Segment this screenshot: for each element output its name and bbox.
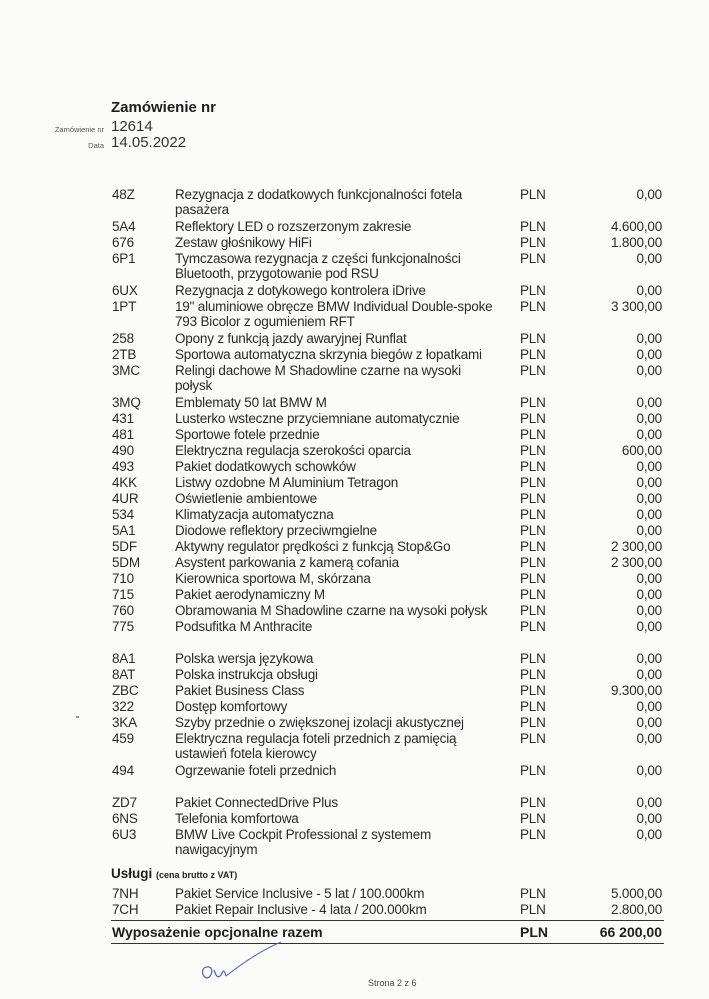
option-description — [175, 539, 495, 554]
order-date: 14.05.2022 — [111, 134, 187, 151]
option-description-line: Lusterko wsteczne przyciemniane automatycznie — [175, 411, 460, 426]
table-row — [0, 715, 709, 731]
table-row — [0, 475, 709, 491]
table-row — [0, 347, 709, 363]
table-row — [0, 459, 709, 475]
option-description — [175, 902, 495, 917]
option-code: 6UX — [112, 283, 138, 298]
table-row — [0, 331, 709, 347]
option-code: 3MQ — [112, 395, 141, 410]
option-description-line: Asystent parkowania z kamerą cofania — [175, 555, 399, 570]
option-currency: PLN — [520, 571, 546, 586]
option-price: 0,00 — [636, 571, 662, 586]
option-price: 0,00 — [636, 731, 662, 746]
option-description — [175, 795, 495, 810]
table-row — [0, 683, 709, 699]
option-description-line: nawigacyjnym — [175, 842, 258, 857]
option-code: 6NS — [112, 811, 138, 826]
table-row — [0, 603, 709, 619]
option-price: 9.300,00 — [611, 683, 662, 698]
option-code: 2TB — [112, 347, 137, 362]
option-currency: PLN — [520, 555, 546, 570]
option-price: 0,00 — [636, 795, 662, 810]
option-price: 5.000,00 — [611, 886, 662, 901]
option-description — [175, 491, 495, 506]
option-description-line: Emblematy 50 lat BMW M — [175, 395, 327, 410]
option-code: 715 — [112, 587, 134, 602]
option-description-line: Oświetlenie ambientowe — [175, 491, 317, 506]
option-description-line: Sportowa automatyczna skrzynia biegów z łopatkami — [175, 347, 482, 362]
option-description — [175, 443, 495, 458]
option-code: 760 — [112, 603, 134, 618]
option-currency: PLN — [520, 363, 546, 378]
option-description-line: Dostęp komfortowy — [175, 699, 288, 714]
table-row — [0, 731, 709, 761]
option-description — [175, 219, 495, 234]
option-description-line: Szyby przednie o zwiększonej izolacji akustycznej — [175, 715, 464, 730]
option-currency: PLN — [520, 219, 546, 234]
option-price: 4.600,00 — [611, 219, 662, 234]
option-price: 0,00 — [636, 363, 662, 378]
order-number-label: Zamówienie nr — [54, 125, 104, 134]
option-description-line: ustawień fotela kierowcy — [175, 746, 317, 761]
option-description — [175, 555, 495, 570]
option-price: 0,00 — [636, 427, 662, 442]
option-description-line: Relingi dachowe M Shadowline czarne na wysoki — [175, 363, 461, 378]
option-currency: PLN — [520, 347, 546, 362]
option-code: 534 — [112, 507, 134, 522]
option-description-line: Elektryczna regulacja foteli przednich z pamięcią — [175, 731, 457, 746]
table-row — [0, 651, 709, 667]
option-price: 0,00 — [636, 811, 662, 826]
option-price: 0,00 — [636, 619, 662, 634]
option-currency: PLN — [520, 651, 546, 666]
option-description — [175, 811, 495, 826]
table-row — [0, 763, 709, 779]
option-price: 0,00 — [636, 523, 662, 538]
option-code: 459 — [112, 731, 134, 746]
option-price: 0,00 — [636, 411, 662, 426]
table-row — [0, 299, 709, 329]
services-heading — [111, 866, 237, 881]
option-price: 3 300,00 — [611, 299, 662, 314]
option-code: 493 — [112, 459, 134, 474]
table-row — [0, 886, 709, 902]
scan-speck — [76, 716, 79, 718]
option-description-line: Telefonia komfortowa — [175, 811, 299, 826]
option-description — [175, 523, 495, 538]
option-description-line: Polska instrukcja obsługi — [175, 667, 318, 682]
option-currency: PLN — [520, 587, 546, 602]
option-description — [175, 507, 495, 522]
option-price: 0,00 — [636, 459, 662, 474]
option-currency: PLN — [520, 459, 546, 474]
option-price: 0,00 — [636, 827, 662, 842]
option-description-line: Elektryczna regulacja szerokości oparcia — [175, 443, 411, 458]
option-code: 7CH — [112, 902, 139, 917]
option-currency: PLN — [520, 795, 546, 810]
option-currency: PLN — [520, 443, 546, 458]
option-description-line: Sportowe fotele przednie — [175, 427, 320, 442]
option-description — [175, 667, 495, 682]
option-code: 258 — [112, 331, 134, 346]
option-description — [175, 699, 495, 714]
option-description — [175, 603, 495, 618]
signature-mark — [196, 940, 286, 990]
option-price: 0,00 — [636, 283, 662, 298]
table-row — [0, 491, 709, 507]
option-price: 0,00 — [636, 475, 662, 490]
option-description — [175, 619, 495, 634]
table-row — [0, 619, 709, 635]
option-code: 8AT — [112, 667, 136, 682]
option-description — [175, 235, 495, 250]
option-currency: PLN — [520, 886, 546, 901]
option-code: 3MC — [112, 363, 140, 378]
option-code: 4UR — [112, 491, 139, 506]
option-code: 5A1 — [112, 523, 136, 538]
option-description — [175, 827, 495, 857]
option-price: 2.800,00 — [611, 902, 662, 917]
option-currency: PLN — [520, 395, 546, 410]
option-code: 4KK — [112, 475, 137, 490]
option-description-line: Podsufitka M Anthracite — [175, 619, 313, 634]
option-description — [175, 299, 495, 329]
option-price: 2 300,00 — [611, 539, 662, 554]
option-description-line: pasażera — [175, 202, 229, 217]
option-currency: PLN — [520, 683, 546, 698]
option-description — [175, 283, 495, 298]
option-currency: PLN — [520, 667, 546, 682]
option-currency: PLN — [520, 491, 546, 506]
option-code: 48Z — [112, 187, 135, 202]
option-price: 0,00 — [636, 603, 662, 618]
option-currency: PLN — [520, 619, 546, 634]
option-price: 0,00 — [636, 507, 662, 522]
total-divider-bottom — [111, 943, 664, 944]
option-price: 0,00 — [636, 187, 662, 202]
option-description — [175, 187, 495, 217]
option-description — [175, 763, 495, 778]
table-row — [0, 395, 709, 411]
option-description-line: Rezygnacja z dodatkowych funkcjonalności fotela — [175, 187, 463, 202]
option-code: ZBC — [112, 683, 139, 698]
option-code: 322 — [112, 699, 134, 714]
option-currency: PLN — [520, 283, 546, 298]
option-description — [175, 331, 495, 346]
option-currency: PLN — [520, 731, 546, 746]
option-currency: PLN — [520, 827, 546, 842]
option-code: 775 — [112, 619, 134, 634]
table-row — [0, 443, 709, 459]
option-price: 2 300,00 — [611, 555, 662, 570]
option-price: 0,00 — [636, 395, 662, 410]
option-description-line: Opony z funkcją jazdy awaryjnej Runflat — [175, 331, 407, 346]
option-code: 8A1 — [112, 651, 136, 666]
option-code: 5DF — [112, 539, 137, 554]
option-code: 5DM — [112, 555, 140, 570]
option-code: 7NH — [112, 886, 139, 901]
option-description — [175, 571, 495, 586]
option-description — [175, 411, 495, 426]
option-price: 0,00 — [636, 587, 662, 602]
option-description-line: BMW Live Cockpit Professional z systemem — [175, 827, 432, 842]
document-title: Zamówienie nr — [111, 99, 217, 116]
date-label: Data — [88, 141, 104, 150]
option-description-line: Aktywny regulator prędkości z funkcją Stop&Go — [175, 539, 451, 554]
option-currency: PLN — [520, 187, 546, 202]
option-code: ZD7 — [112, 795, 137, 810]
option-code: 676 — [112, 235, 134, 250]
option-description-line: Pakiet aerodynamiczny M — [175, 587, 325, 602]
option-price: 0,00 — [636, 667, 662, 682]
option-currency: PLN — [520, 235, 546, 250]
option-code: 494 — [112, 763, 134, 778]
option-description-line: Klimatyzacja automatyczna — [175, 507, 334, 522]
option-currency: PLN — [520, 811, 546, 826]
total-divider-top — [111, 920, 664, 921]
option-code: 431 — [112, 411, 134, 426]
option-description — [175, 347, 495, 362]
table-row — [0, 902, 709, 918]
option-price: 0,00 — [636, 651, 662, 666]
option-description-line: Pakiet ConnectedDrive Plus — [175, 795, 338, 810]
option-code: 490 — [112, 443, 134, 458]
option-description — [175, 251, 495, 281]
option-description — [175, 363, 495, 393]
option-code: 5A4 — [112, 219, 136, 234]
option-currency: PLN — [520, 475, 546, 490]
table-row — [0, 363, 709, 393]
table-row — [0, 411, 709, 427]
option-description-line: Ogrzewanie foteli przednich — [175, 763, 337, 778]
table-row — [0, 251, 709, 281]
option-description-line: Obramowania M Shadowline czarne na wysoki połysk — [175, 603, 488, 618]
option-currency: PLN — [520, 251, 546, 266]
table-row — [0, 235, 709, 251]
option-description — [175, 731, 495, 761]
option-description — [175, 886, 495, 901]
option-price: 600,00 — [621, 443, 662, 458]
option-currency: PLN — [520, 427, 546, 442]
option-description — [175, 587, 495, 602]
option-currency: PLN — [520, 699, 546, 714]
table-row — [0, 187, 709, 217]
option-description-line: Tymczasowa rezygnacja z części funkcjonalności — [175, 251, 461, 266]
option-description — [175, 475, 495, 490]
total-label: Wyposażenie opcjonalne razem — [112, 924, 323, 940]
option-code: 710 — [112, 571, 134, 586]
option-price: 0,00 — [636, 347, 662, 362]
option-currency: PLN — [520, 507, 546, 522]
option-currency: PLN — [520, 539, 546, 554]
option-description-line: Reflektory LED o rozszerzonym zakresie — [175, 219, 412, 234]
order-number: 12614 — [111, 118, 153, 135]
option-description — [175, 651, 495, 666]
table-row — [0, 427, 709, 443]
option-currency: PLN — [520, 523, 546, 538]
option-description-line: Rezygnacja z dotykowego kontrolera iDrive — [175, 283, 426, 298]
option-price: 1.800,00 — [611, 235, 662, 250]
option-currency: PLN — [520, 603, 546, 618]
table-row — [0, 283, 709, 299]
option-description-line: Kierownica sportowa M, skórzana — [175, 571, 371, 586]
table-row — [0, 795, 709, 811]
option-price: 0,00 — [636, 699, 662, 714]
table-row — [0, 219, 709, 235]
option-code: 6P1 — [112, 251, 136, 266]
option-code: 3KA — [112, 715, 137, 730]
services-heading-label: Usługi — [111, 866, 153, 881]
option-currency: PLN — [520, 331, 546, 346]
option-description-line: Pakiet Service Inclusive - 5 lat / 100.000km — [175, 886, 425, 901]
option-description-line: Pakiet Repair Inclusive - 4 lata / 200.000km — [175, 902, 427, 917]
services-heading-note: (cena brutto z VAT) — [156, 870, 238, 880]
option-description-line: Pakiet dodatkowych schowków — [175, 459, 356, 474]
option-price: 0,00 — [636, 491, 662, 506]
option-description — [175, 683, 495, 698]
table-row — [0, 507, 709, 523]
option-description — [175, 427, 495, 442]
table-row — [0, 555, 709, 571]
option-price: 0,00 — [636, 715, 662, 730]
table-row — [0, 699, 709, 715]
option-description — [175, 715, 495, 730]
option-description-line: Polska wersja językowa — [175, 651, 314, 666]
option-description-line: Pakiet Business Class — [175, 683, 305, 698]
option-code: 1PT — [112, 299, 137, 314]
table-row — [0, 827, 709, 857]
option-currency: PLN — [520, 902, 546, 917]
option-code: 6U3 — [112, 827, 137, 842]
option-description-line: Zestaw głośnikowy HiFi — [175, 235, 312, 250]
table-row — [0, 811, 709, 827]
option-description-line: 793 Bicolor z ogumieniem RFT — [175, 314, 355, 329]
option-description-line: połysk — [175, 378, 213, 393]
table-row — [0, 523, 709, 539]
option-price: 0,00 — [636, 763, 662, 778]
option-currency: PLN — [520, 411, 546, 426]
option-description — [175, 459, 495, 474]
total-price: 66 200,00 — [599, 924, 662, 940]
option-description-line: 19" aluminiowe obręcze BMW Individual Double-spoke — [175, 299, 493, 314]
page-number: Strona 2 z 6 — [368, 978, 417, 988]
table-row — [0, 667, 709, 683]
option-description — [175, 395, 495, 410]
option-currency: PLN — [520, 763, 546, 778]
table-row — [0, 539, 709, 555]
table-row — [0, 587, 709, 603]
table-row — [0, 571, 709, 587]
option-price: 0,00 — [636, 251, 662, 266]
option-code: 481 — [112, 427, 134, 442]
option-description-line: Diodowe reflektory przeciwmgielne — [175, 523, 377, 538]
option-description-line: Listwy ozdobne M Aluminium Tetragon — [175, 475, 399, 490]
option-description-line: Bluetooth, przygotowanie pod RSU — [175, 266, 379, 281]
option-price: 0,00 — [636, 331, 662, 346]
total-currency: PLN — [520, 924, 548, 940]
option-currency: PLN — [520, 299, 546, 314]
option-currency: PLN — [520, 715, 546, 730]
